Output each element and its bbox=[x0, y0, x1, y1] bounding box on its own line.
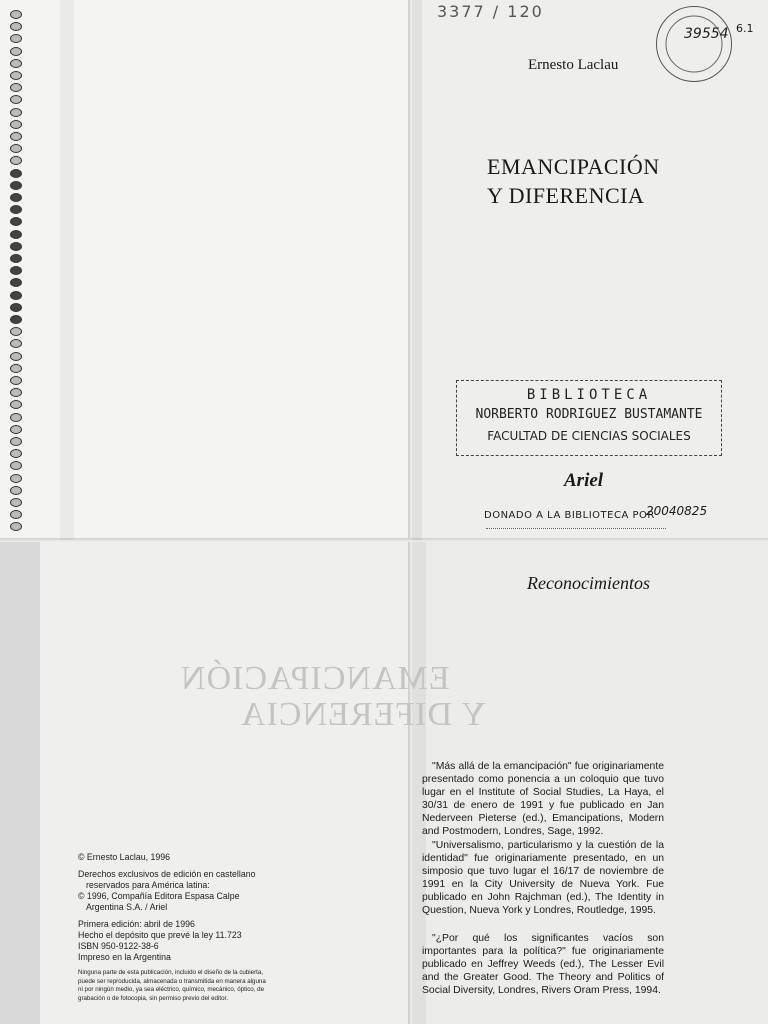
spiral-ring bbox=[10, 181, 22, 190]
library-rect-stamp bbox=[456, 380, 722, 456]
spiral-ring bbox=[10, 59, 22, 68]
spiral-ring bbox=[10, 132, 22, 141]
spiral-ring bbox=[10, 315, 22, 324]
spiral-ring bbox=[10, 291, 22, 300]
stamp-line-1: BIBLIOTECA bbox=[526, 387, 652, 403]
stamp-extra-number: 6.1 bbox=[736, 22, 754, 35]
isbn-line: ISBN 950-9122-38-6 bbox=[78, 941, 159, 951]
acknowledgement-paragraph bbox=[422, 932, 664, 997]
notice-line: Ninguna parte de esta publicación, incluido el diseño de la cubierta, bbox=[78, 969, 264, 976]
spiral-ring bbox=[10, 95, 22, 104]
spiral-ring bbox=[10, 34, 22, 43]
spiral-ring bbox=[10, 156, 22, 165]
spiral-ring bbox=[10, 388, 22, 397]
library-round-stamp bbox=[656, 6, 732, 82]
spiral-ring bbox=[10, 413, 22, 422]
spiral-ring bbox=[10, 193, 22, 202]
stamp-ring-icon bbox=[656, 6, 732, 82]
spiral-ring bbox=[10, 437, 22, 446]
spiral-ring bbox=[10, 522, 22, 531]
deposit-line: Hecho el depósito que prevé la ley 11.723 bbox=[78, 930, 242, 940]
spiral-ring bbox=[10, 449, 22, 458]
printed-line: Impreso en la Argentina bbox=[78, 952, 171, 962]
spiral-ring bbox=[10, 352, 22, 361]
section-heading: Reconocimientos bbox=[527, 573, 650, 593]
page-fold bbox=[0, 538, 768, 542]
acknowledgement-paragraph bbox=[422, 760, 664, 839]
paragraph-text: "Universalismo, particularismo y la cuestión de la identidad" fue originariamente presentado, en un simposio que tuvo lugar el 16/17 de noviembre de 1991 en la City University de Nueva York. Fue publicado en John Rajchman (ed.), The Identity in Question, Nueva York y Londres, Routledge, 1995. bbox=[422, 840, 664, 917]
paragraph-text: "Más allá de la emancipación" fue originariamente presentado como ponencia a un coloquio que tuvo lugar en el Institute of Social Studies, La Haya, el 30/31 de enero de 1991 y fue publicado en Jan Nederveen Pieterse (ed.), Emancipations, Modern and Postmodern, Londres, Sage, 1992. bbox=[422, 761, 664, 838]
donation-label: DONADO A LA BIBLIOTECA POR bbox=[484, 510, 655, 521]
title-line-1: EMANCIPACIÓN bbox=[487, 154, 660, 179]
notice-line: ni por ningún medio, ya sea eléctrico, químico, mecánico, óptico, de bbox=[78, 986, 265, 994]
notice-line: puede ser reproducida, almacenada o transmitida en manera alguna bbox=[78, 977, 266, 985]
edition-line: Primera edición: abril de 1996 bbox=[78, 919, 195, 929]
spiral-ring bbox=[10, 254, 22, 263]
spiral-ring bbox=[10, 10, 22, 19]
rights-line: © 1996, Compañía Editora Espasa Calpe bbox=[78, 891, 240, 901]
spiral-ring bbox=[10, 364, 22, 373]
donation-underline bbox=[486, 528, 666, 530]
author-name: Ernesto Laclau bbox=[528, 57, 619, 73]
spiral-ring bbox=[10, 376, 22, 385]
spiral-ring bbox=[10, 327, 22, 336]
paragraph-text: "¿Por qué los significantes vacíos son importantes para la política?" fue originariamente publicado en Jeffrey Weeds (ed.), The Lesser Evil and the Greater Good. The Theory and Politics of Social Diversity, Londres, Rivers Oram Press, 1994. bbox=[422, 933, 664, 997]
spiral-ring bbox=[10, 205, 22, 214]
spiral-ring bbox=[10, 474, 22, 483]
spiral-ring bbox=[10, 169, 22, 178]
rights-line: Argentina S.A. / Ariel bbox=[86, 902, 168, 912]
stamp-number: 39554 bbox=[684, 26, 729, 42]
stamp-line-3: FACULTAD DE CIENCIAS SOCIALES bbox=[487, 429, 691, 443]
spiral-ring bbox=[10, 400, 22, 409]
copyright-line: © Ernesto Laclau, 1996 bbox=[78, 852, 171, 862]
rights-line: reservados para América latina: bbox=[86, 880, 210, 890]
spiral-ring bbox=[10, 461, 22, 470]
spiral-ring bbox=[10, 83, 22, 92]
spiral-ring bbox=[10, 278, 22, 287]
spiral-ring bbox=[10, 120, 22, 129]
spiral-ring bbox=[10, 486, 22, 495]
spiral-ring bbox=[10, 230, 22, 239]
spiral-ring bbox=[10, 510, 22, 519]
spiral-ring bbox=[10, 242, 22, 251]
spiral-ring bbox=[10, 339, 22, 348]
publisher-logo: Ariel bbox=[564, 470, 604, 491]
spiral-ring bbox=[10, 144, 22, 153]
spiral-ring bbox=[10, 303, 22, 312]
copyright-block bbox=[78, 852, 338, 1003]
stamp-line-2: NORBERTO RODRIGUEZ BUSTAMANTE bbox=[475, 407, 703, 422]
scan-shadow bbox=[412, 0, 422, 540]
book-title bbox=[487, 152, 660, 210]
spiral-ring bbox=[10, 425, 22, 434]
spiral-ring bbox=[10, 266, 22, 275]
notice-line: grabación o de fotocopia, sin permiso previo del editor. bbox=[78, 994, 228, 1002]
spiral-ring bbox=[10, 108, 22, 117]
spiral-ring bbox=[10, 22, 22, 31]
show-through-title-1: EMANCIPACIÓN bbox=[180, 660, 450, 697]
title-line-2: Y DIFERENCIA bbox=[487, 183, 645, 208]
show-through-title-2: Y DIFERENCIA bbox=[240, 696, 486, 733]
spiral-ring bbox=[10, 498, 22, 507]
acknowledgement-paragraph bbox=[422, 839, 664, 918]
spiral-ring bbox=[10, 71, 22, 80]
handwritten-note: 3377 / 120 bbox=[437, 2, 544, 21]
spiral-binding bbox=[2, 4, 28, 540]
spiral-ring bbox=[10, 217, 22, 226]
scan-shadow bbox=[60, 0, 74, 540]
spiral-ring bbox=[10, 47, 22, 56]
page-gutter bbox=[408, 0, 411, 1024]
rights-line: Derechos exclusivos de edición en castellano bbox=[78, 869, 256, 879]
donation-date: 20040825 bbox=[646, 504, 708, 518]
